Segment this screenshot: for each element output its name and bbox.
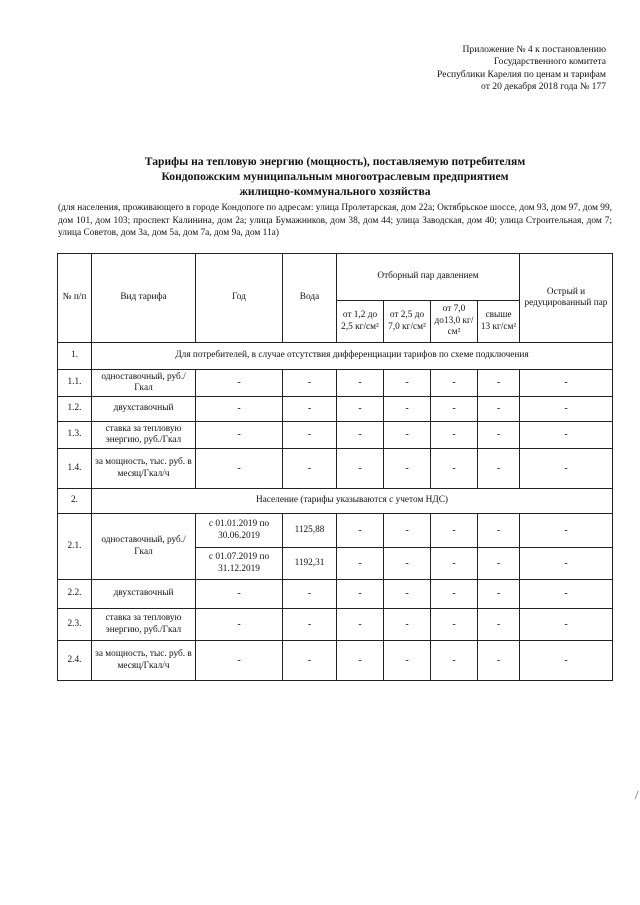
row-water: - (283, 609, 337, 641)
row-num: 1.3. (58, 422, 92, 449)
header-steam-1: от 1,2 до 2,5 кг/см² (337, 301, 384, 343)
title-line: Тарифы на тепловую энергию (мощность), поставляемую потребителям (144, 155, 526, 168)
row-water: - (283, 641, 337, 681)
row-steam-4: - (478, 514, 520, 548)
row-steam-2: - (384, 609, 431, 641)
row-type: ставка за тепловую энергию, руб./Гкал (92, 609, 196, 641)
row-steam-1: - (337, 449, 384, 489)
table-row (58, 514, 613, 548)
row-sharp: - (520, 641, 613, 681)
row-water: - (283, 397, 337, 422)
row-sharp: - (520, 397, 613, 422)
row-steam-1: - (337, 370, 384, 397)
table-row (58, 449, 613, 489)
header-steam-4: свыше 13 кг/см² (478, 301, 520, 343)
row-water: - (283, 370, 337, 397)
row-steam-4: - (478, 422, 520, 449)
row-steam-4: - (478, 548, 520, 580)
section-title: Для потребителей, в случае отсутствия дифференциации тарифов по схеме подключения (92, 343, 613, 370)
row-year: - (196, 609, 283, 641)
row-steam-4: - (478, 449, 520, 489)
table-row (58, 609, 613, 641)
table-row (58, 422, 613, 449)
row-num: 1.2. (58, 397, 92, 422)
row-type: одноставочный, руб./Гкал (92, 370, 196, 397)
row-steam-2: - (384, 548, 431, 580)
header-row (58, 254, 613, 301)
row-year: - (196, 641, 283, 681)
row-num: 2.2. (58, 580, 92, 609)
row-year: - (196, 449, 283, 489)
row-steam-3: - (431, 397, 478, 422)
row-type: за мощность, тыс. руб. в месяц/Гкал/ч (92, 449, 196, 489)
section-row (58, 343, 613, 370)
row-steam-3: - (431, 514, 478, 548)
address-note: (для населения, проживающего в городе Кондопоге по адресам: улица Пролетарская, дом 22а; Октябрьское шоссе, дом 93, дом 97, дом 99, дом 101, дом 103; проспект Калинина, дом 2а; улица Бумажников, дом 38, дом 44; улица Заводская, дом 40; улица Строительная, дом 7; улица Советов, дом 3а, дом 5а, дом 7а, дом 9а, дом 11а) (58, 203, 612, 239)
row-steam-1: - (337, 641, 384, 681)
appendix-line: Приложение № 4 к постановлению (462, 44, 606, 55)
row-type: ставка за тепловую энергию, руб./Гкал (92, 422, 196, 449)
row-steam-1: - (337, 397, 384, 422)
row-steam-2: - (384, 370, 431, 397)
row-num: 1.1. (58, 370, 92, 397)
row-num: 1.4. (58, 449, 92, 489)
appendix-line: Государственного комитета (493, 56, 606, 68)
table-row (58, 580, 613, 609)
row-steam-2: - (384, 641, 431, 681)
header-type: Вид тарифа (92, 254, 196, 343)
row-water: - (283, 422, 337, 449)
row-num: 2.3. (58, 609, 92, 641)
document-title (58, 154, 612, 199)
row-sharp: - (520, 548, 613, 580)
row-year: - (196, 422, 283, 449)
scan-mark (635, 791, 640, 801)
header-sharp-steam: Острый и редуцированный пар (520, 254, 613, 343)
header-year: Год (196, 254, 283, 343)
appendix-block (306, 44, 606, 94)
tariff-table (57, 253, 613, 681)
row-type: двухставочный (92, 580, 196, 609)
row-steam-4: - (478, 641, 520, 681)
row-steam-4: - (478, 370, 520, 397)
row-sharp: - (520, 422, 613, 449)
row-steam-3: - (431, 548, 478, 580)
row-steam-2: - (384, 422, 431, 449)
row-steam-1: - (337, 580, 384, 609)
row-sharp: - (520, 580, 613, 609)
header-num: № п/п (58, 254, 92, 343)
row-steam-1: - (337, 609, 384, 641)
row-steam-2: - (384, 397, 431, 422)
row-water: - (283, 580, 337, 609)
header-steam: Отборный пар давлением (337, 254, 520, 301)
row-num: 2.1. (58, 514, 92, 580)
row-type: одноставочный, руб./Гкал (92, 514, 196, 580)
row-steam-3: - (431, 641, 478, 681)
row-water: - (283, 449, 337, 489)
row-steam-4: - (478, 397, 520, 422)
row-sharp: - (520, 609, 613, 641)
row-sharp: - (520, 370, 613, 397)
section-title: Население (тарифы указываются с учетом НДС) (92, 489, 613, 514)
appendix-line: от 20 декабря 2018 года № 177 (481, 81, 606, 93)
row-steam-3: - (431, 580, 478, 609)
row-steam-1: - (337, 422, 384, 449)
row-sharp: - (520, 514, 613, 548)
header-water: Вода (283, 254, 337, 343)
row-year: - (196, 397, 283, 422)
row-steam-4: - (478, 580, 520, 609)
header-steam-3: от 7,0 до13,0 кг/см² (431, 301, 478, 343)
row-steam-2: - (384, 449, 431, 489)
section-row (58, 489, 613, 514)
row-steam-3: - (431, 449, 478, 489)
row-steam-1: - (337, 548, 384, 580)
row-steam-2: - (384, 580, 431, 609)
section-num: 2. (58, 489, 92, 514)
title-line: Кондопожским муниципальным многоотраслевым предприятием (161, 170, 509, 183)
table-row (58, 370, 613, 397)
row-num: 2.4. (58, 641, 92, 681)
row-water: 1192,31 (283, 548, 337, 580)
row-period: с 01.01.2019 по 30.06.2019 (196, 514, 283, 548)
header-steam-2: от 2,5 до 7,0 кг/см² (384, 301, 431, 343)
title-line: жилищно-коммунального хозяйства (239, 185, 431, 198)
row-steam-2: - (384, 514, 431, 548)
row-type: за мощность, тыс. руб. в месяц/Гкал/ч (92, 641, 196, 681)
row-steam-4: - (478, 609, 520, 641)
row-water: 1125,88 (283, 514, 337, 548)
row-steam-1: - (337, 514, 384, 548)
table-row (58, 397, 613, 422)
row-sharp: - (520, 449, 613, 489)
row-year: - (196, 580, 283, 609)
table-row (58, 641, 613, 681)
row-steam-3: - (431, 422, 478, 449)
row-period: с 01.07.2019 по 31.12.2019 (196, 548, 283, 580)
row-steam-3: - (431, 609, 478, 641)
row-year: - (196, 370, 283, 397)
row-steam-3: - (431, 370, 478, 397)
appendix-line: Республики Карелия по ценам и тарифам (436, 68, 606, 80)
row-type: двухставочный (92, 397, 196, 422)
section-num: 1. (58, 343, 92, 370)
